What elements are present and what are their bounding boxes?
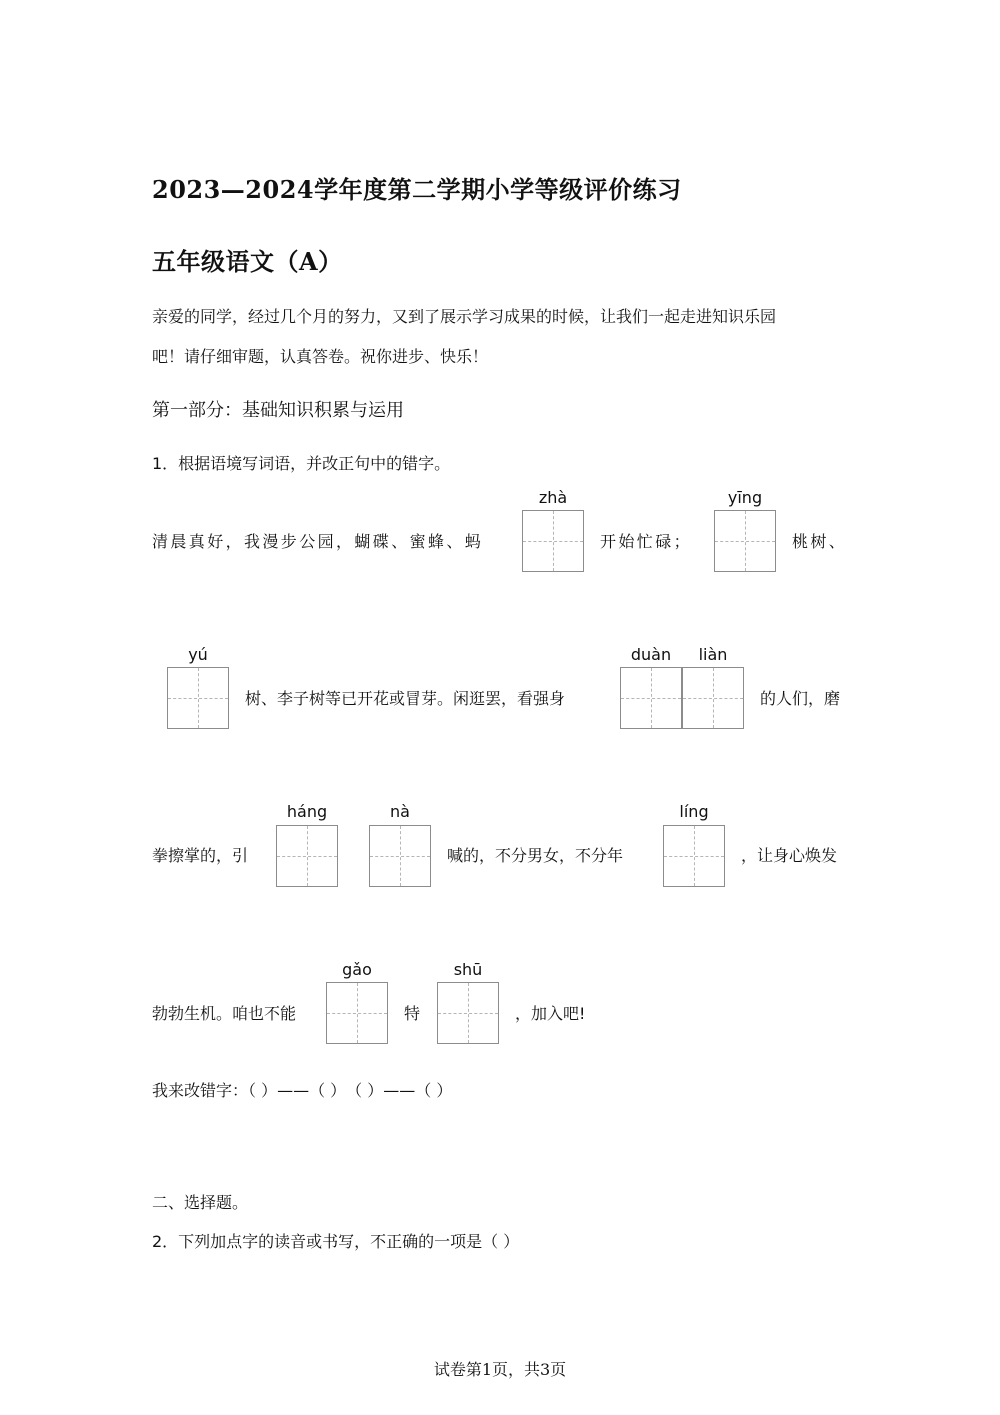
pinyin-lian: liàn: [698, 645, 728, 664]
q1-text-line3-b: 喊的，不分男女，不分年: [447, 846, 624, 865]
page-footer: 试卷第1页，共3页: [433, 1360, 567, 1379]
tianzige-box-ling[interactable]: [663, 825, 725, 887]
tianzige-box-duan[interactable]: [620, 667, 682, 729]
q1-text-line3-a: 拳擦掌的，引: [152, 846, 249, 865]
q1-text-line4-c: ，加入吧!: [515, 1004, 586, 1023]
tianzige-box-lian[interactable]: [682, 667, 744, 729]
page-subtitle: 五年级语文（A）: [152, 247, 343, 276]
correction-line: 我来改错字：（ ）——（ ） （ ）——（ ）: [152, 1081, 453, 1100]
pinyin-duan: duàn: [630, 645, 672, 664]
tianzige-box-hang[interactable]: [276, 825, 338, 887]
q1-text-line3-c: ，让身心焕发: [741, 846, 838, 865]
q1-text-line4-a: 勃勃生机。咱也不能: [152, 1004, 297, 1023]
q1-text-line1-a: 清晨真好，我漫步公园，蝴碟、蜜蜂、蚂: [152, 532, 484, 551]
pinyin-gao: gǎo: [342, 960, 372, 979]
question-2-prompt: 2．下列加点字的读音或书写，不正确的一项是（ ）: [152, 1232, 520, 1251]
pinyin-zha: zhà: [538, 488, 568, 507]
intro-line-2: 吧！请仔细审题，认真答卷。祝你进步、快乐！: [152, 347, 489, 366]
tianzige-box-gao[interactable]: [326, 982, 388, 1044]
q1-text-line2-b: 的人们，磨: [760, 689, 841, 708]
page-title: 2023—2024学年度第二学期小学等级评价练习: [152, 175, 682, 204]
part2-heading: 二、选择题。: [152, 1193, 249, 1212]
pinyin-hang: háng: [286, 802, 328, 821]
question-1-prompt: 1．根据语境写词语，并改正句中的错字。: [152, 454, 451, 473]
pinyin-shu: shū: [453, 960, 483, 979]
intro-line-1: 亲爱的同学，经过几个月的努力，又到了展示学习成果的时候，让我们一起走进知识乐园: [152, 307, 777, 326]
pinyin-na: nà: [390, 802, 410, 821]
tianzige-box-yu[interactable]: [167, 667, 229, 729]
tianzige-box-na[interactable]: [369, 825, 431, 887]
q1-text-line4-b: 特: [404, 1004, 421, 1023]
q1-text-line1-c: 桃树、: [792, 532, 848, 551]
part1-heading: 第一部分：基础知识积累与运用: [152, 400, 404, 421]
pinyin-ling: líng: [679, 802, 709, 821]
tianzige-box-ying[interactable]: [714, 510, 776, 572]
pinyin-ying: yīng: [727, 488, 763, 507]
tianzige-box-zha[interactable]: [522, 510, 584, 572]
pinyin-yu: yú: [188, 645, 208, 664]
q1-text-line1-b: 开始忙碌；: [600, 532, 693, 551]
tianzige-box-shu[interactable]: [437, 982, 499, 1044]
q1-text-line2-a: 树、李子树等已开花或冒芽。闲逛罢，看强身: [245, 689, 566, 708]
